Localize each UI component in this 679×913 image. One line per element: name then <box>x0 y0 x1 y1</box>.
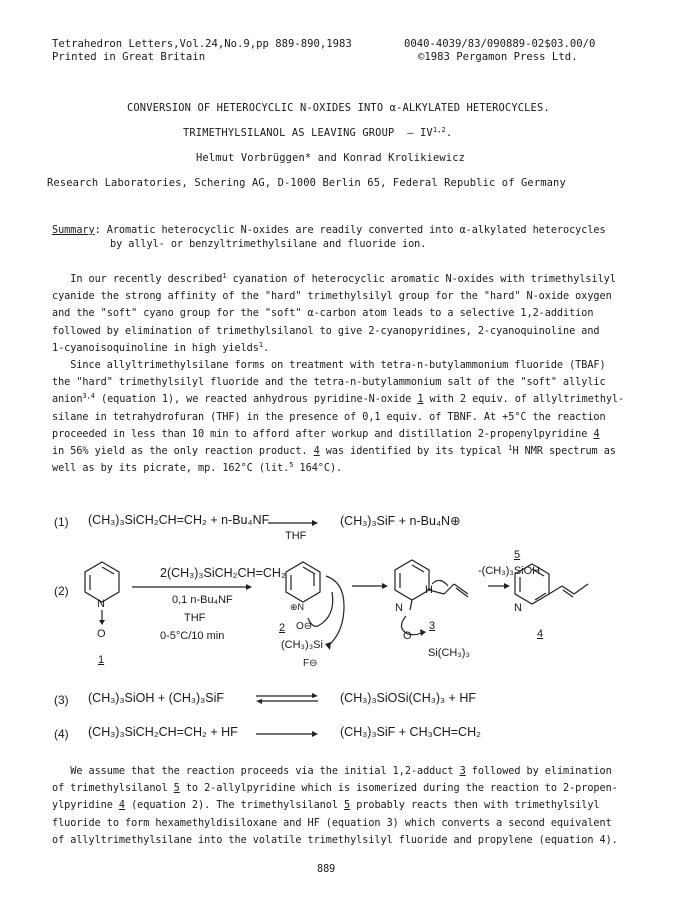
equation-lhs: (CH₃)₃SiOH + (CH₃)₃SiF <box>88 691 224 705</box>
hydrogen-atom: H <box>425 584 433 596</box>
paragraph-3 <box>52 763 652 849</box>
oxide-anion: O⊖ <box>296 621 313 632</box>
text-line: In our recently described$^1$ cyanation of heterocyclic aromatic N-oxides with trimethylsilyl <box>52 272 616 285</box>
text-line: of allyltrimethylsilane into the volatile trimethylsilyl fluoride and propylene (equation 4). <box>52 834 618 846</box>
reaction-condition: THF <box>285 530 307 542</box>
text-line: Since allyltrimethylsilane forms on treatment with tetra-n-butylammonium fluoride (TBAF) <box>52 360 606 371</box>
printed-in: Printed in Great Britain <box>52 51 206 63</box>
compound-number: 2 <box>279 622 286 634</box>
compound-number: 3 <box>429 620 436 632</box>
page-number: 889 <box>317 864 336 875</box>
text-line: anion$^{3,4}$ (equation 1), we reacted anhydrous pyridine-N-oxide 1 with 2 equiv. of allyltrimethyl- <box>52 392 625 406</box>
text-line: cyanide the strong affinity of the "hard" trimethylsilyl group for the "hard" N-oxide oxygen <box>52 291 612 303</box>
article-code: 0040-4039/83/090889-02$03.00/0 <box>404 38 596 50</box>
nitrogen-atom: N <box>395 602 403 614</box>
article-title: CONVERSION OF HETEROCYCLIC N-OXIDES INTO α-ALKYLATED HETEROCYCLES. <box>127 102 550 114</box>
equilibrium-arrow <box>256 693 318 705</box>
oxygen-atom: O <box>97 628 106 640</box>
copyright: ©1983 Pergamon Press Ltd. <box>418 51 578 63</box>
text-line: silane in tetrahydrofuran (THF) in the presence of 0,1 equiv. of TBNF. At +5°C the reaction <box>52 411 606 423</box>
reaction-conditions: 0-5°C/10 min <box>160 630 225 642</box>
text-line: of trimethylsilanol 5 to 2-allylpyridine which is isomerized during the reaction to 2-propen- <box>52 783 618 795</box>
equation-label: (2) <box>54 584 69 598</box>
catalyst: 0,1 n-Bu₄NF <box>172 594 233 606</box>
equation-label: (4) <box>54 727 69 741</box>
oxygen-atom: O <box>403 630 412 642</box>
reaction-arrow <box>488 583 510 591</box>
reaction-arrow <box>256 731 318 739</box>
nitrogen-atom: N <box>514 602 522 614</box>
affiliation: Research Laboratories, Schering AG, D-1000 Berlin 65, Federal Republic of Germany <box>47 177 566 189</box>
reaction-arrow <box>132 584 252 592</box>
nitrogen-atom: N <box>97 598 105 610</box>
equation-label: (3) <box>54 693 69 707</box>
text-line: We assume that the reaction proceeds via the initial 1,2-adduct 3 followed by elimination <box>52 766 612 777</box>
text-line: ylpyridine 4 (equation 2). The trimethylsilanol 5 probably reacts then with trimethylsilyl <box>52 800 600 812</box>
reaction-arrow <box>352 583 388 591</box>
n-oxide-bond-arrow <box>99 610 107 626</box>
authors: Helmut Vorbrüggen* and Konrad Krolikiewicz <box>196 152 466 164</box>
paragraph-2 <box>52 357 652 477</box>
trimethylsilyl-group: (CH₃)₃Si <box>281 639 323 651</box>
elimination-product: -(CH₃)₃SiOH <box>478 565 541 577</box>
n-plus-charge: ⊕N <box>290 602 305 612</box>
equation-rhs: (CH₃)₃SiF + n-Bu₄N⊕ <box>340 514 461 528</box>
compound-number: 1 <box>98 654 105 666</box>
series-number: — IV$^{1,2}$. <box>407 126 453 139</box>
summary-line-2: by allyl- or benzyltrimethylsilane and fluoride ion. <box>110 239 427 250</box>
equation-lhs: (CH₃)₃SiCH₂CH=CH₂ + HF <box>88 725 238 739</box>
text-line: in 56% yield as the only reaction product. 4 was identified by its typical $^1$H NMR spectrum as <box>52 444 616 458</box>
compound-number: 5 <box>514 549 521 561</box>
equation-label: (1) <box>54 515 69 529</box>
journal-citation: Tetrahedron Letters,Vol.24,No.9,pp 889-890,1983 <box>52 38 352 50</box>
reagent: 2(CH₃)₃SiCH₂CH=CH₂ <box>160 566 286 580</box>
text-line: proceeded in less than 10 min to afford after workup and distillation 2-propenylpyridine 4 <box>52 428 600 440</box>
text-line: the "hard" trimethylsilyl fluoride and the tetra-n-butylammonium salt of the "soft" allylic <box>52 377 606 389</box>
propenylpyridine-structure <box>512 560 612 608</box>
compound-number: 4 <box>537 628 544 640</box>
text-line: followed by elimination of trimethylsilanol to give 2-cyanopyridines, 2-cyanoquinoline and <box>52 325 600 337</box>
fluoride-anion: F⊖ <box>303 658 318 669</box>
text-line: fluoride to form hexamethyldisiloxane and HF (equation 3) which converts a second equivalent <box>52 817 612 829</box>
solvent: THF <box>184 612 206 624</box>
text-line: and the "soft" cyano group for the "soft" α-carbon atom leads to a selective 1,2-addition <box>52 308 594 320</box>
summary-line-1: Summary: Aromatic heterocyclic N-oxides are readily converted into α-alkylated heterocycles <box>52 225 606 236</box>
article-subtitle: TRIMETHYLSILANOL AS LEAVING GROUP — IV$^{1,2}$. <box>183 126 453 139</box>
text-line: 1-cyanoisoquinoline in high yields$^1$. <box>52 340 270 354</box>
paragraph-1 <box>52 271 652 357</box>
equation-rhs: (CH₃)₃SiOSi(CH₃)₃ + HF <box>340 691 476 705</box>
equation-rhs: (CH₃)₃SiF + CH₃CH=CH₂ <box>340 725 481 739</box>
summary-label: Summary <box>52 225 95 236</box>
trimethylsilyl-group: Si(CH₃)₃ <box>428 647 470 659</box>
text-line: well as by its picrate, mp. 162°C (lit.$^5$ 164°C). <box>52 461 343 475</box>
equation-lhs: (CH₃)₃SiCH₂CH=CH₂ + n-Bu₄NF <box>88 513 270 527</box>
reaction-arrow <box>268 520 318 528</box>
